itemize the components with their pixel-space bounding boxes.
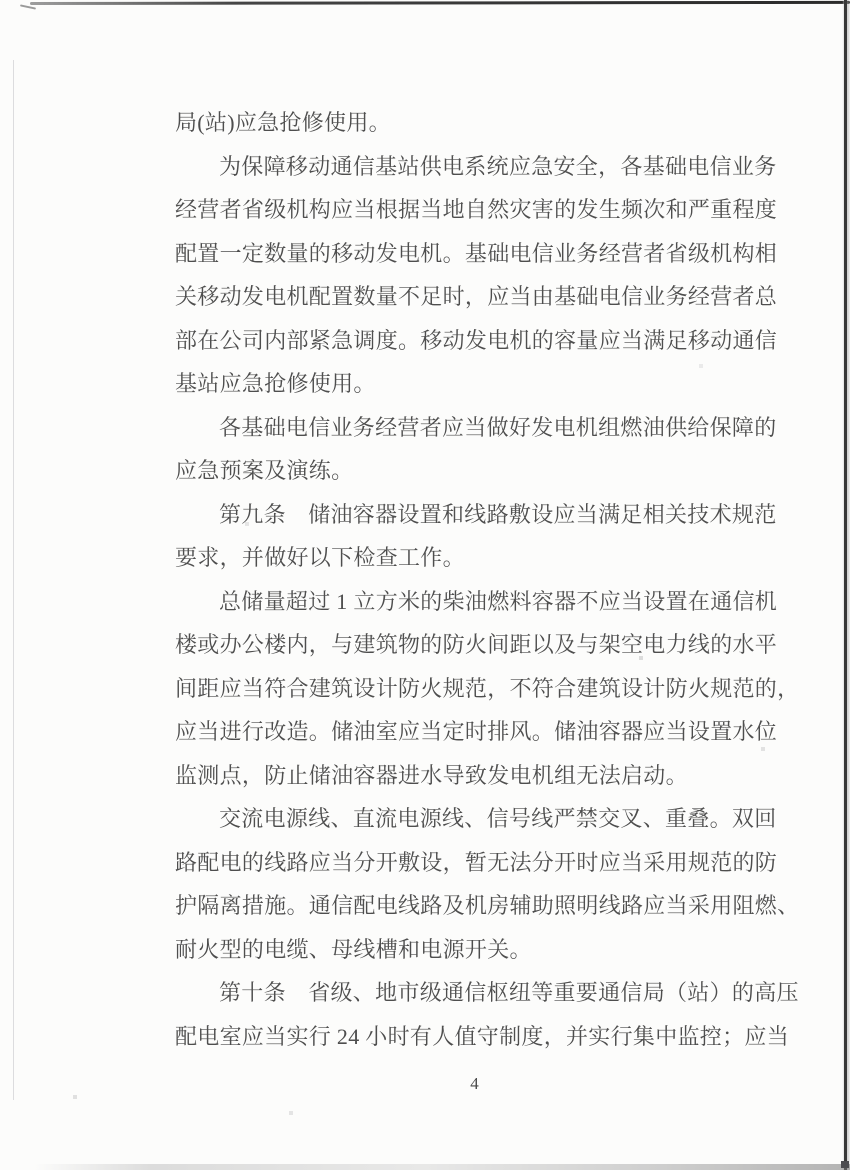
- scan-top-edge-artifact: [30, 1, 850, 5]
- text-line: 配电室应当实行 24 小时有人值守制度，并实行集中监控；应当: [175, 1023, 790, 1049]
- text-line: 应当进行改造。储油室应当定时排风。储油容器应当设置水位: [175, 719, 778, 744]
- text-line: 为保障移动通信基站供电系统应急安全，各基础电信业务: [219, 153, 777, 179]
- text-line: 第九条 储油容器设置和线路敷设应当满足相关技术规范: [219, 501, 777, 527]
- scan-top-hook-artifact: [20, 4, 36, 9]
- text-line: 应急预案及演练。: [175, 458, 354, 483]
- text-line: 监测点，防止储油容器进水导致发电机组无法启动。: [175, 762, 688, 788]
- text-line: 各基础电信业务经营者应当做好发电机组燃油供给保障的: [219, 414, 777, 440]
- text-line: 部在公司内部紧急调度。移动发电机的容量应当满足移动通信: [175, 327, 778, 353]
- scan-right-edge-artifact: [844, 0, 847, 1170]
- text-line: 第十条 省级、地市级通信枢纽等重要通信局（站）的高压: [219, 980, 799, 1005]
- scan-corner-mark: [841, 1161, 849, 1168]
- text-line: 楼或办公楼内，与建筑物的防火间距以及与架空电力线的水平: [175, 632, 778, 657]
- scan-bottom-edge-artifact: [0, 1164, 850, 1170]
- text-line: 间距应当符合建筑设计防火规范，不符合建筑设计防火规范的，: [175, 675, 800, 701]
- scan-speckles: [0, 0, 2, 2]
- text-line: 交流电源线、直流电源线、信号线严禁交叉、重叠。双回: [219, 806, 777, 831]
- text-line: 局(站)应急抢修使用。: [175, 110, 391, 135]
- scan-left-edge-artifact: [13, 60, 14, 1100]
- text-line: 基站应急抢修使用。: [175, 371, 376, 396]
- text-line: 经营者省级机构应当根据当地自然灾害的发生频次和严重程度: [175, 197, 778, 222]
- text-line: 关移动发电机配置数量不足时，应当由基础电信业务经营者总: [175, 284, 778, 309]
- text-line: 要求，并做好以下检查工作。: [175, 545, 465, 570]
- text-line: 路配电的线路应当分开敷设，暂无法分开时应当采用规范的防: [175, 849, 778, 875]
- text-line: 耐火型的电缆、母线槽和电源开关。: [175, 936, 532, 962]
- text-line: 配置一定数量的移动发电机。基础电信业务经营者省级机构相: [175, 240, 778, 266]
- text-line: 护隔离措施。通信配电线路及机房辅助照明线路应当采用阻燃、: [175, 893, 800, 918]
- text-line: 总储量超过 1 立方米的柴油燃料容器不应当设置在通信机: [219, 588, 778, 614]
- document-body: [175, 101, 800, 1058]
- page-number: 4: [470, 1074, 480, 1093]
